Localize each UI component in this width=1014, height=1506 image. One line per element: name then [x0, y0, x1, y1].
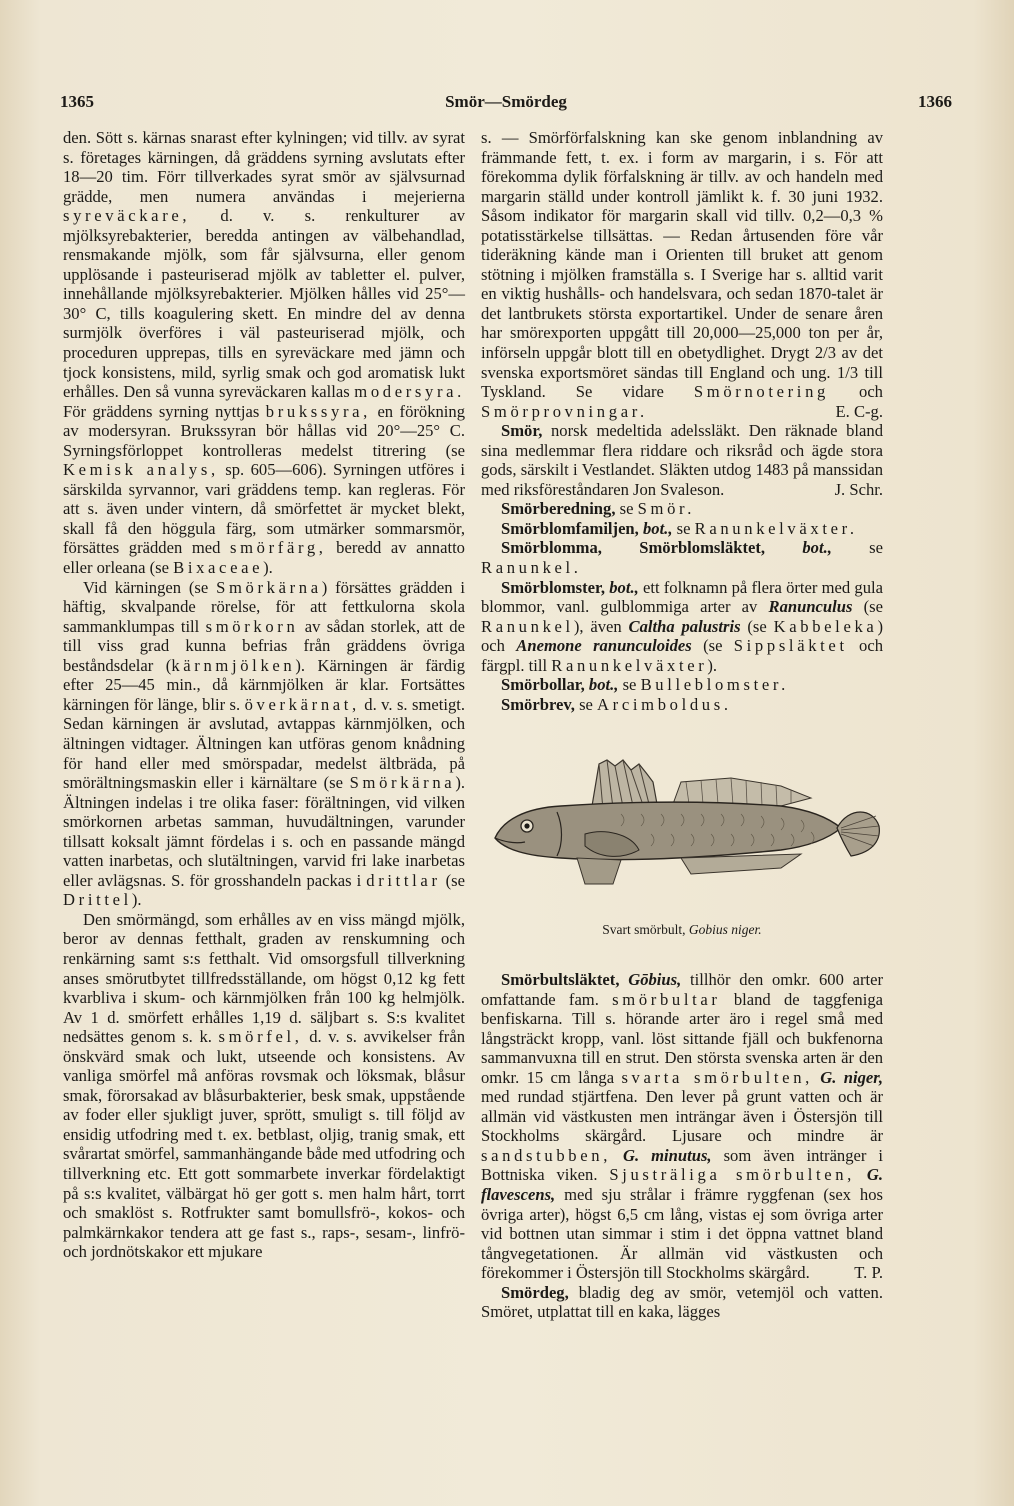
text: Den smörmängd, som erhålles av en viss mängd mjölk, beror av dennas fetthalt, graden av renskumning och renkärning samt s:s fetthalt. Vid omsorgsfull tillverkning anses smörutbytet tillfredsställande, om högst 0,12 kg fett kvarbliva i skum- och kärnmjölken från 100 kg helmjölk. Av 1 d. smörfett erhålles 1,19 d. säljbart s. S:s kvalitet nedsättes genom s. k. [63, 909, 465, 1047]
entry-smorblomma [481, 538, 883, 577]
entry-headword: Smörbrev, [501, 694, 575, 714]
paragraph-forfalskning [481, 128, 883, 421]
spaced-term: modersyra. [354, 382, 465, 402]
spaced-term: Drittel [63, 890, 132, 910]
entry-smorblomster [481, 578, 883, 676]
entry-headword: Smör, [501, 421, 543, 441]
text: se [579, 694, 593, 714]
text: bladig deg av smör, vetemjöl och vatten. Smöret, utplattat till en kaka, lägges [481, 1282, 883, 1322]
spaced-term: Kemisk analys, [63, 460, 219, 480]
running-header [60, 92, 952, 118]
text: (se [703, 636, 723, 656]
text: norsk medeltida adelssläkt. Den räknade bland sina medlemmar flera riddare och riksråd och ägde stora gods, särskilt i Vestlandet. Släkten utdog 1483 på manssidan med riksföreståndaren Jon Svaleson. [481, 421, 883, 499]
spaced-term: brukssyra, [265, 401, 371, 421]
text: den. Sött s. kärnas snarast efter kylningen; vid tillv. av syrat s. företages kärningen, då gräddens syrning avslutats efter 18—20 tim. Förr tillverkades syrat smör av självsurnad grädde, men numera användas i mejerierna [63, 128, 465, 206]
spaced-term: Smörnotering [693, 382, 829, 402]
text: med rundad stjärtfena. Den lever på grunt vatten och är allmän vid västkusten men inträngar även i Östersjön till Stockholms skärgård. Ljusare och mindre är [481, 1087, 883, 1146]
spaced-term: syreväckare, [63, 206, 191, 226]
spaced-term: Sippsläktet [733, 636, 848, 656]
text: ), även [573, 616, 622, 636]
spaced-term: överkärnat, [244, 694, 360, 714]
entry-headword: Smörblomma, Smörblomsläktet, [501, 538, 766, 558]
spaced-term: Smörkärna [216, 577, 322, 597]
text: se [869, 538, 883, 558]
spaced-term: Kabbeleka [773, 616, 878, 636]
paragraph-smormangd [63, 910, 465, 1262]
spaced-term: sandstubben, [481, 1145, 612, 1165]
spaced-term: Smör. [637, 499, 696, 519]
author-signature: E. C-g. [835, 401, 883, 421]
entry-smor-slakt [481, 421, 883, 499]
spaced-term: smörbultar [612, 989, 721, 1009]
page-title: Smör—Smördeg [445, 92, 567, 111]
spaced-term: Sjusträliga smörbulten, [609, 1165, 855, 1185]
text: (se [747, 616, 767, 636]
text: sp. 605—606). Syrningen utföres i särskilda syrvannor, vari gräddens temp. kan regleras. För att s. även under vintern, då smörfettet är mycket blekt, skall få den höggula färg, som utmärker sommarsmör, försättes grädden med [63, 460, 466, 558]
text: ett folknamn på flera örter med gula blommor, vanl. gulblommiga arter av [481, 577, 883, 617]
right-column [481, 128, 883, 1322]
spaced-term: Ranunkel [481, 616, 574, 636]
text: och [859, 382, 883, 402]
spaced-term: kärnmjölken [171, 655, 296, 675]
spaced-term: Smörkärna [349, 773, 456, 793]
author-signature: J. Schr. [834, 479, 883, 499]
italic-term: G. flavescens, [481, 1165, 883, 1204]
entry-smorbollar [481, 675, 883, 695]
italic-term: Gōbius, [628, 969, 682, 989]
entry-smorblomfamiljen [481, 519, 883, 539]
page-number-left: 1365 [60, 92, 94, 111]
text: med sju strålar i främre ryggfenan (sex hos övriga arter), högst 6,5 cm lång, vistas ej som övriga arter vid bottnen utan simmar i stim i det öppna vattnet bland tångvegetationen. Är allmän vid västkusten och förekommer i Östersjön till Stockholms skärgård. [481, 1184, 883, 1283]
spaced-term: Ranunkelväxter [551, 655, 708, 675]
spaced-term: Smörprovningar. [481, 401, 648, 421]
italic-term: bot., [642, 518, 673, 538]
author-signature: T. P. [854, 1263, 883, 1283]
spaced-term: drittlar [366, 870, 441, 890]
text: (se [445, 870, 465, 890]
text: ). Ältningen indelas i tre olika faser: förältningen, vid vilken smörkornen arbetas samman, huvudältningen, varunder tillsatt koksalt jämnt fördelas i s. och en passande mängd vatten inarbetas, och slutältningen, varvid fri lake inarbetas eller avlägsnas. S. för grosshandeln packas i [63, 773, 465, 890]
spaced-term: svarta smörbulten, [621, 1067, 813, 1087]
text: och färgpl. till [481, 636, 883, 675]
text: s. — Smörförfalskning kan ske genom inblandning av främmande fett, t. ex. i form av margarin, i s. För att förekomma dylik förfalskning är tillv. av och handeln med margarin ställd under kontroll jämlikt k. f. 30 juni 1932. Såsom indikator för margarin skall vid tillv. 0,2—0,3 % potatisstärkelse tillsättas. — Redan årtusenden före vår tideräkning kände man i Orienten till bruket att genom stötning i mjölken framställa s. I Sverige har s. alltid varit en viktig hushålls- och handelsvara, och sedan 1870-talet är det lantbrukets största exportartikel. Under de senare åren har smörexporten uppgått till 20,000—25,000 ton per år, införseln uppgår blott till en obetydlighet. Drygt 2/3 av det svenska exportsmöret sändas till England och ung. 1/3 till Tyskland. Se vidare [481, 128, 883, 402]
entry-headword: Smörblomster, [501, 577, 606, 597]
spaced-term: smörkorn [205, 616, 299, 636]
text: en förökning av modersyran. Brukssyran bör hållas vid 20°—25° C. Syrningsförloppet kontrolleras medelst titrering (se [63, 401, 465, 460]
italic-term: bot., [802, 538, 832, 558]
entry-smorberedning [481, 499, 883, 519]
spaced-term: Ranunkel. [481, 558, 582, 578]
fish-illustration [481, 734, 883, 912]
text: d. v. s. avvikelser från önskvärd smak och lukt, utseende och konsistens. Av vanliga smörfel må anföras rovsmak och löksmak, blåsur smak, förorsakad av blåsurbakterier, besk smak, uppstående av foder eller sjukligt juver, sprött, smuligt s. till följd av ensidig utfodring med t. ex. betblast, oljig, tranig smak, ett svårartat smörfel, sammanhängande både med utfodring och tillverkning etc. Ett gott sommarbete inverkar fördelaktigt på s:s kvalitet, välbärgat hö ger gott s. men halm hårt, torrt och smaklöst s. Rotfrukter samt bomullsfrö-, kokos- och palmkärnkakor tendera att ge fast s., raps-, sesam-, linfrö- och jordnötskakor ett mjukare [63, 1027, 465, 1262]
entry-smorbultslaktet [481, 970, 883, 1283]
entry-headword: Smörbultsläktet, [501, 969, 620, 989]
spaced-term: Arcimboldus. [597, 694, 732, 714]
text: av sådan storlek, att de till viss grad kunna befrias från gräddens övriga beståndsdelar ( [63, 616, 465, 675]
page-number-right: 1366 [918, 92, 952, 111]
spaced-term: Ranunkelväxter. [694, 518, 858, 538]
text: som även intränger i Bottniska viken. [481, 1145, 884, 1185]
text: Svart smörbult, [602, 922, 686, 938]
italic-term: G. minutus, [623, 1145, 712, 1165]
paragraph-karning [63, 578, 465, 910]
paragraph-syrning [63, 128, 465, 578]
text: ). [263, 558, 273, 578]
text: ). [131, 890, 142, 910]
entry-headword: Smörblomfamiljen, [501, 518, 639, 538]
entry-smorbrev [481, 695, 883, 715]
text: se [622, 675, 637, 695]
italic-term: Anemone ranunculoides [516, 636, 692, 656]
text: Vid kärningen (se [83, 577, 209, 597]
text: beredd av annatto eller orleana (se [63, 538, 465, 578]
text: se [676, 518, 691, 538]
entry-headword: Smörbollar, [501, 675, 585, 695]
text: För gräddens syrning nyttjas [63, 401, 260, 421]
text: (se [863, 597, 883, 617]
text: d. v. s. renkulturer av mjölksyrebakterier, beredda antingen av välbehandlad, rensmakande mjölk, som får självsurna, eller genom upplösande i pasteuriserad mjölk av tabletter el. pulver, innehållande mjölksyrebakterier. Mjölken hålles vid 25°—30° C, tills koagulering skett. En mindre del av denna surmjölk överföres i väl pasteuriserad mjölk, och proceduren upprepas, tills en syreväckare med jämn och tjock konsistens, mild, syrlig smak och god aromatisk lukt erhålles. Den så vunna syreväckaren kallas [63, 206, 465, 402]
text: se [619, 499, 634, 519]
entry-smordeg [481, 1283, 883, 1322]
italic-term: Caltha palustris [628, 616, 741, 636]
entry-headword: Smörberedning, [501, 499, 616, 519]
left-column [63, 128, 465, 1262]
spaced-term: Bixaceae [173, 558, 264, 578]
spaced-term: smörfärg, [229, 538, 327, 558]
italic-term: bot., [588, 675, 619, 695]
text: d. v. s. smetigt. Sedan kärningen är avslutad, avtappas kärnmjölken, och ältningen vidtager. Ältningen kan utföras genom knådning för hand eller med smörspadar, medelst ältbräda, på smörältningsmaskin eller i kärnältare (se [63, 694, 466, 793]
text: bland de taggfeniga benfiskarna. Till s. hörande arter äro i regel små med långsträckt kropp, vanl. löst sittande fjäll och bukfenorna sammanvuxna till en strut. Den största svenska arten är den omkr. 15 cm långa [481, 989, 883, 1087]
italic-term: G. niger, [820, 1067, 883, 1087]
italic-term: bot., [609, 577, 639, 597]
figure-caption [481, 920, 883, 940]
text: ) och [481, 616, 883, 656]
text: tillhör den omkr. 600 arter omfattande fam. [481, 969, 884, 1009]
spaced-term: smörfel, [218, 1027, 303, 1047]
text: ) försättes grädden i häftig, skvalpande rörelse, för att fettkulorna skola sammanklumpas till [63, 577, 465, 636]
spaced-term: Bulleblomster. [640, 675, 789, 695]
italic-term: Ranunculus [768, 597, 853, 617]
text: ). [707, 655, 718, 675]
goby-fish-drawing [481, 734, 883, 912]
text: ). Kärningen är färdig efter 25—45 min., då kärnmjölken är klar. Fortsättes kärningen för länge, blir s. [63, 655, 466, 714]
italic-term: Gobius niger. [688, 922, 762, 938]
entry-headword: Smördeg, [501, 1282, 569, 1302]
